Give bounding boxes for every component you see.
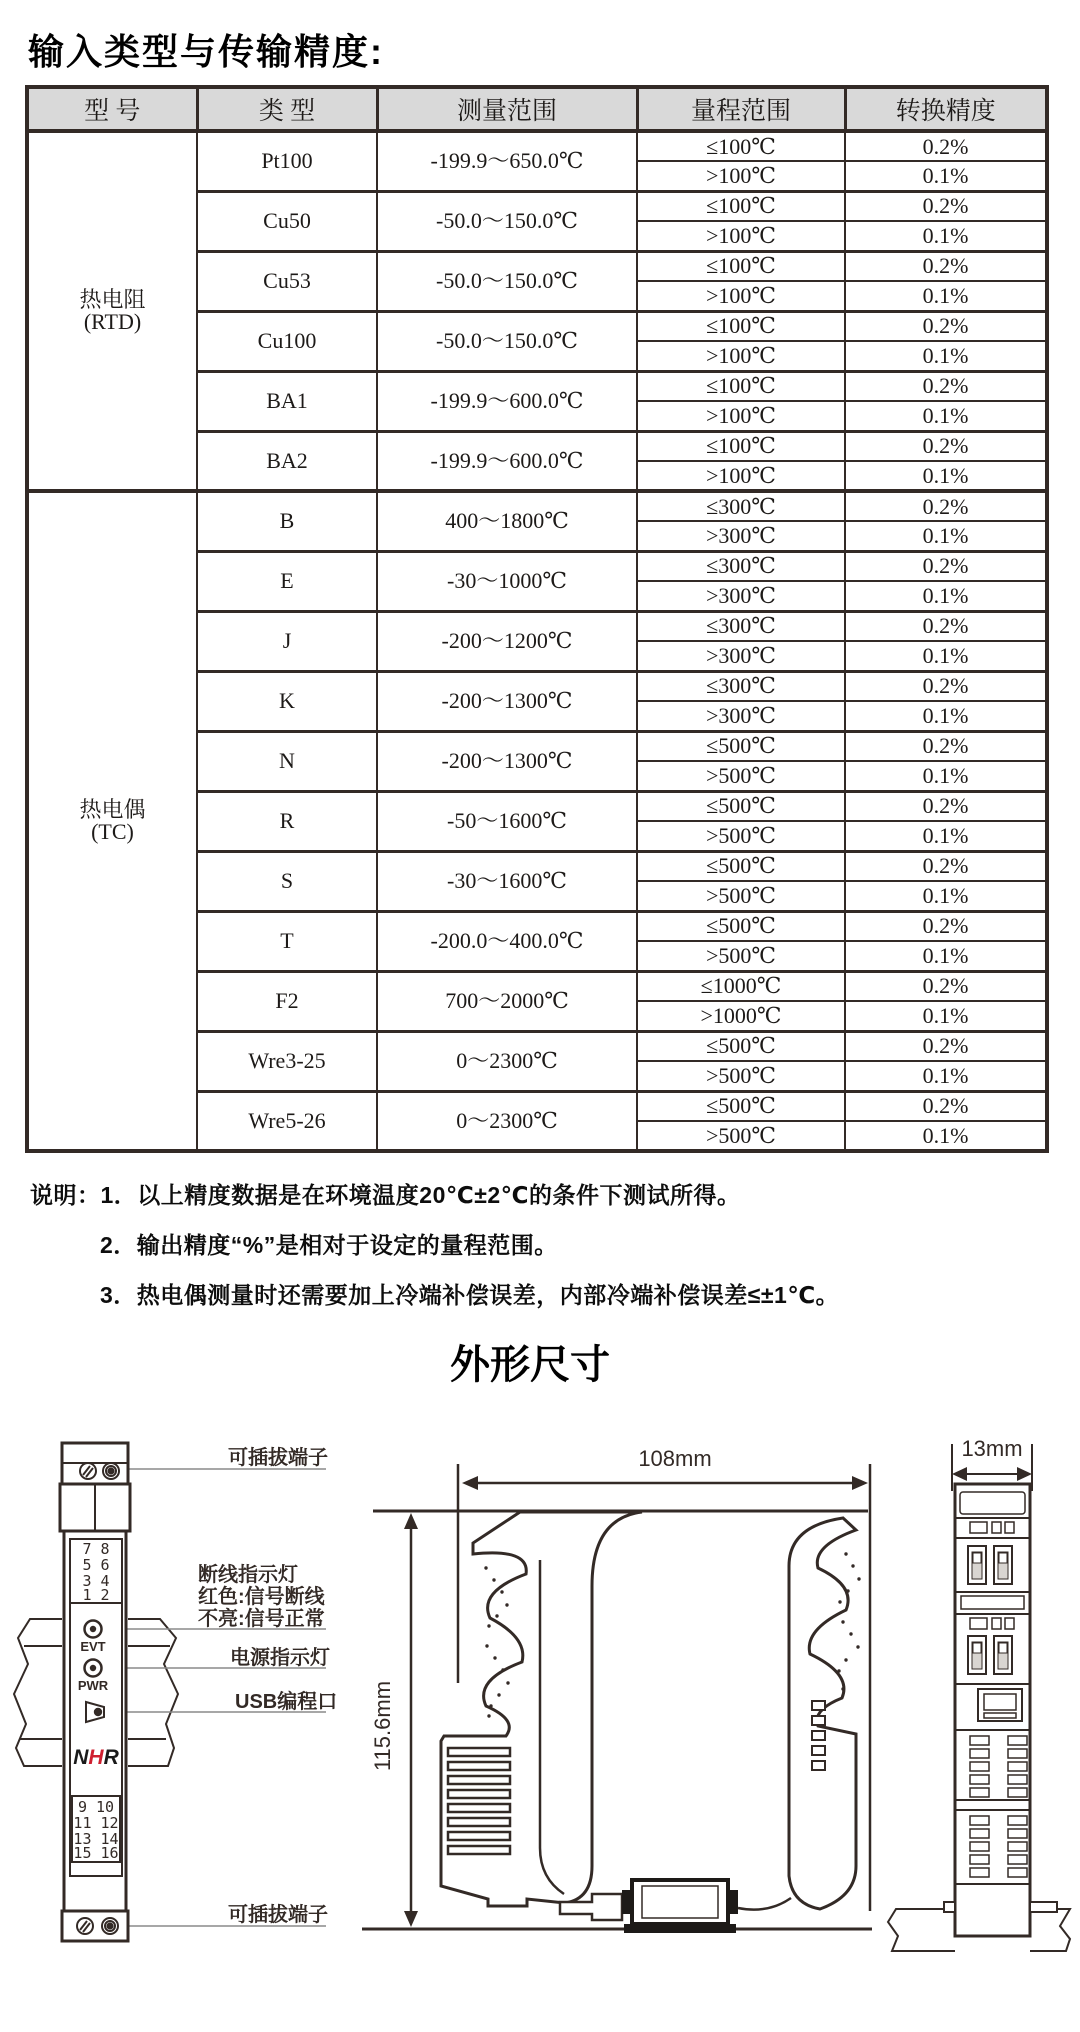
break-led-label-3: 不亮:信号正常 — [198, 1608, 325, 1630]
model-cell: 热电阻 (RTD) — [27, 131, 197, 491]
span-cell: ≤500℃ — [637, 1091, 845, 1121]
usb-connector — [560, 1880, 791, 1933]
span-cell: ≤100℃ — [637, 371, 845, 401]
type-cell: J — [197, 611, 377, 671]
accuracy-cell: 0.1% — [845, 761, 1047, 791]
range-cell: -200.0～400.0℃ — [377, 911, 637, 971]
accuracy-cell: 0.2% — [845, 731, 1047, 761]
accuracy-cell: 0.2% — [845, 491, 1047, 521]
accuracy-cell: 0.1% — [845, 521, 1047, 551]
span-cell: ≤500℃ — [637, 851, 845, 881]
type-cell: BA1 — [197, 371, 377, 431]
span-cell: >100℃ — [637, 161, 845, 191]
type-cell: F2 — [197, 971, 377, 1031]
height-dimension-label: 115.6mm — [370, 1680, 395, 1772]
accuracy-cell: 0.1% — [845, 341, 1047, 371]
span-cell: >500℃ — [637, 821, 845, 851]
span-cell: >500℃ — [637, 1061, 845, 1091]
pwr-label: PWR — [77, 1678, 109, 1693]
accuracy-cell: 0.2% — [845, 611, 1047, 641]
terminal-row: 13 14 — [73, 1830, 119, 1848]
range-cell: -200～1200℃ — [377, 611, 637, 671]
span-cell: ≤100℃ — [637, 191, 845, 221]
type-cell: Cu53 — [197, 251, 377, 311]
accuracy-cell: 0.2% — [845, 431, 1047, 461]
dimension-drawings — [0, 1396, 1080, 1992]
logo-letter: N — [73, 1746, 89, 1769]
note-line-1 — [30, 1183, 1080, 1207]
accuracy-cell: 0.1% — [845, 281, 1047, 311]
range-cell: -50.0～150.0℃ — [377, 251, 637, 311]
range-cell: 700～2000℃ — [377, 971, 637, 1031]
accuracy-cell: 0.2% — [845, 551, 1047, 581]
model-cell: 热电偶 (TC) — [27, 491, 197, 1151]
table-row — [27, 491, 1047, 521]
bottom-terminal-label: 可插拔端子 — [228, 1904, 328, 1926]
logo-letter: H — [88, 1746, 104, 1769]
accuracy-cell: 0.1% — [845, 821, 1047, 851]
range-cell: 0～2300℃ — [377, 1031, 637, 1091]
type-cell: R — [197, 791, 377, 851]
break-led-label-2: 红色:信号断线 — [198, 1586, 325, 1608]
type-cell: Cu100 — [197, 311, 377, 371]
range-cell: -200～1300℃ — [377, 671, 637, 731]
span-cell: ≤300℃ — [637, 671, 845, 701]
table-header-row — [27, 87, 1047, 131]
type-cell: N — [197, 731, 377, 791]
terminal-numbers-bottom — [73, 1798, 118, 1862]
accuracy-cell: 0.1% — [845, 221, 1047, 251]
terminal-row: 1 2 — [82, 1586, 110, 1604]
range-cell: -199.9～600.0℃ — [377, 371, 637, 431]
range-cell: -50～1600℃ — [377, 791, 637, 851]
accuracy-cell: 0.2% — [845, 671, 1047, 701]
span-cell: >100℃ — [637, 461, 845, 491]
accuracy-cell: 0.1% — [845, 1061, 1047, 1091]
span-cell: ≤100℃ — [637, 131, 845, 161]
note-line-3: 3．热电偶测量时还需要加上冷端补偿误差，内部冷端补偿误差≤±1℃。 — [100, 1282, 840, 1308]
span-cell: ≤100℃ — [637, 431, 845, 461]
accuracy-cell: 0.2% — [845, 1031, 1047, 1061]
seam-dots-right — [837, 1552, 860, 1690]
type-cell: E — [197, 551, 377, 611]
accuracy-cell: 0.1% — [845, 941, 1047, 971]
accuracy-cell: 0.1% — [845, 701, 1047, 731]
header-type: 类 型 — [197, 87, 377, 131]
span-cell: >300℃ — [637, 641, 845, 671]
span-cell: >300℃ — [637, 701, 845, 731]
type-cell: Pt100 — [197, 131, 377, 191]
evt-led-icon — [85, 1621, 102, 1638]
span-cell: >500℃ — [637, 941, 845, 971]
header-accuracy: 转换精度 — [845, 87, 1047, 131]
note-text-1: 1．以上精度数据是在环境温度20℃±2℃的条件下测试所得。 — [100, 1182, 741, 1208]
top-terminal-label: 可插拔端子 — [228, 1447, 328, 1469]
module-profile-right — [789, 1518, 856, 1909]
accuracy-cell: 0.2% — [845, 1091, 1047, 1121]
span-cell: >500℃ — [637, 761, 845, 791]
accuracy-cell: 0.1% — [845, 161, 1047, 191]
terminal-numbers-top — [82, 1540, 109, 1604]
evt-label: EVT — [80, 1639, 106, 1654]
accuracy-cell: 0.2% — [845, 971, 1047, 1001]
accuracy-cell: 0.1% — [845, 401, 1047, 431]
type-cell: S — [197, 851, 377, 911]
terminal-row: 7 8 — [82, 1540, 110, 1558]
type-cell: T — [197, 911, 377, 971]
range-cell: -199.9～650.0℃ — [377, 131, 637, 191]
range-cell: -200～1300℃ — [377, 731, 637, 791]
front-view-drawing — [0, 1396, 340, 1992]
span-cell: >100℃ — [637, 221, 845, 251]
span-cell: >300℃ — [637, 581, 845, 611]
accuracy-cell: 0.2% — [845, 191, 1047, 221]
span-cell: >100℃ — [637, 341, 845, 371]
break-led-label-1: 断线指示灯 — [198, 1564, 298, 1586]
accuracy-cell: 0.2% — [845, 851, 1047, 881]
terminal-row: 9 10 — [77, 1798, 115, 1816]
span-cell: >500℃ — [637, 881, 845, 911]
notes — [30, 1183, 1080, 1307]
span-cell: >1000℃ — [637, 1001, 845, 1031]
accuracy-cell: 0.2% — [845, 371, 1047, 401]
terminal-row: 5 6 — [82, 1556, 110, 1574]
width-dimension-label: 13mm — [961, 1436, 1023, 1461]
accuracy-table-body — [27, 131, 1047, 1151]
range-cell: 0～2300℃ — [377, 1091, 637, 1151]
accuracy-cell: 0.1% — [845, 581, 1047, 611]
span-cell: ≤300℃ — [637, 611, 845, 641]
header-measure-range: 测量范围 — [377, 87, 637, 131]
page-title: 输入类型与传输精度: — [28, 31, 384, 72]
span-cell: ≤100℃ — [637, 311, 845, 341]
span-cell: ≤300℃ — [637, 551, 845, 581]
span-cell: >100℃ — [637, 281, 845, 311]
power-led-label: 电源指示灯 — [230, 1647, 330, 1669]
nhr-logo — [73, 1746, 119, 1769]
range-cell: 400～1800℃ — [377, 491, 637, 551]
accuracy-cell: 0.2% — [845, 131, 1047, 161]
type-cell: BA2 — [197, 431, 377, 491]
side-view-drawing — [340, 1396, 880, 1992]
header-span-range: 量程范围 — [637, 87, 845, 131]
type-cell: Cu50 — [197, 191, 377, 251]
section-title: 外形尺寸 — [450, 1343, 610, 1387]
range-cell: -50.0～150.0℃ — [377, 191, 637, 251]
note-line-2: 2．输出精度“%”是相对于设定的量程范围。 — [100, 1232, 558, 1258]
span-cell: ≤100℃ — [637, 251, 845, 281]
span-cell: ≤500℃ — [637, 1031, 845, 1061]
table-row — [27, 131, 1047, 161]
span-cell: >100℃ — [637, 401, 845, 431]
header-model: 型 号 — [27, 87, 197, 131]
range-cell: -30～1000℃ — [377, 551, 637, 611]
accuracy-cell: 0.2% — [845, 251, 1047, 281]
type-cell: Wre3-25 — [197, 1031, 377, 1091]
accuracy-cell: 0.1% — [845, 1001, 1047, 1031]
span-cell: ≤1000℃ — [637, 971, 845, 1001]
span-cell: >500℃ — [637, 1121, 845, 1151]
range-cell: -30～1600℃ — [377, 851, 637, 911]
range-cell: -199.9～600.0℃ — [377, 431, 637, 491]
accuracy-cell: 0.1% — [845, 1121, 1047, 1151]
usb-label: USB编程口 — [235, 1691, 338, 1713]
terminal-row: 15 16 — [73, 1844, 119, 1862]
terminal-row: 11 12 — [73, 1814, 119, 1832]
accuracy-cell: 0.2% — [845, 791, 1047, 821]
span-cell: ≤300℃ — [637, 491, 845, 521]
terminal-row: 3 4 — [82, 1572, 110, 1590]
end-view-drawing — [880, 1396, 1080, 1992]
span-cell: ≤500℃ — [637, 731, 845, 761]
type-cell: Wre5-26 — [197, 1091, 377, 1151]
span-cell: ≤500℃ — [637, 791, 845, 821]
pwr-led-icon — [85, 1660, 102, 1677]
accuracy-cell: 0.1% — [845, 641, 1047, 671]
logo-letter: R — [103, 1746, 119, 1769]
span-cell: >300℃ — [637, 521, 845, 551]
accuracy-table — [25, 85, 1049, 1153]
notes-label: 说明： — [30, 1182, 101, 1208]
accuracy-cell: 0.2% — [845, 311, 1047, 341]
accuracy-cell: 0.2% — [845, 911, 1047, 941]
accuracy-cell: 0.1% — [845, 881, 1047, 911]
range-cell: -50.0～150.0℃ — [377, 311, 637, 371]
type-cell: B — [197, 491, 377, 551]
accuracy-cell: 0.1% — [845, 461, 1047, 491]
span-cell: ≤500℃ — [637, 911, 845, 941]
width-dimension-label: 108mm — [638, 1446, 712, 1471]
type-cell: K — [197, 671, 377, 731]
